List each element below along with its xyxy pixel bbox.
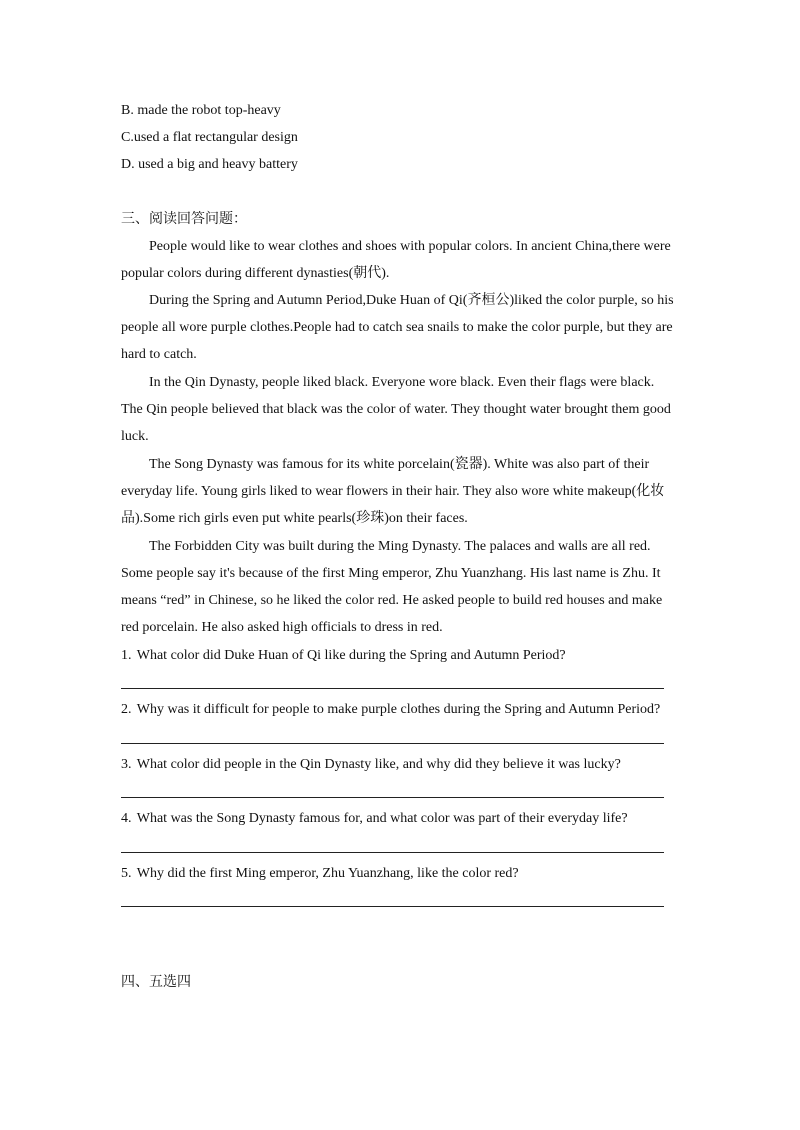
question-3 — [121, 756, 621, 774]
option-b: B. made the robot top-heavy — [121, 103, 281, 118]
answer-line-1[interactable] — [121, 688, 664, 689]
option-c: C.used a flat rectangular design — [121, 130, 298, 145]
passage-line: The Song Dynasty was famous for its white porcelain(瓷器). White was also part of their — [149, 457, 650, 472]
question-number: 1. — [121, 648, 132, 663]
question-text: Why was it difficult for people to make purple clothes during the Spring and Autumn Period? — [136, 702, 661, 717]
passage-line: people all wore purple clothes.People had to catch sea snails to make the color purple, but they are — [121, 320, 673, 335]
passage-line: The Qin people believed that black was the color of water. They thought water brought them good — [121, 402, 671, 417]
question-2 — [121, 701, 660, 719]
passage-line: luck. — [121, 429, 149, 444]
passage-line: The Forbidden City was built during the Ming Dynasty. The palaces and walls are all red. — [149, 539, 651, 554]
question-text: Why did the first Ming emperor, Zhu Yuanzhang, like the color red? — [136, 866, 519, 881]
passage-line: means “red” in Chinese, so he liked the color red. He asked people to build red houses and make — [121, 593, 663, 608]
question-text: What was the Song Dynasty famous for, and what color was part of their everyday life? — [136, 811, 628, 826]
answer-line-3[interactable] — [121, 797, 664, 798]
passage-line: During the Spring and Autumn Period,Duke Huan of Qi(齐桓公)liked the color purple, so his — [149, 293, 674, 308]
option-d: D. used a big and heavy battery — [121, 157, 298, 172]
passage-line: red porcelain. He also asked high officials to dress in red. — [121, 620, 443, 635]
section-3-heading: 三、阅读回答问题： — [121, 212, 247, 227]
answer-line-4[interactable] — [121, 852, 664, 853]
question-text: What color did people in the Qin Dynasty like, and why did they believe it was lucky? — [136, 757, 621, 772]
passage-line: popular colors during different dynasties(朝代). — [121, 266, 390, 281]
passage-line: People would like to wear clothes and shoes with popular colors. In ancient China,there were — [149, 239, 671, 254]
question-4 — [121, 810, 628, 828]
passage-line: 品).Some rich girls even put white pearls(珍珠)on their faces. — [121, 511, 468, 526]
passage-line: hard to catch. — [121, 347, 197, 362]
section-4-heading: 四、五选四 — [121, 975, 191, 990]
passage-line: In the Qin Dynasty, people liked black. Everyone wore black. Even their flags were black. — [149, 375, 655, 390]
question-number: 2. — [121, 702, 132, 717]
passage-line: Some people say it's because of the first Ming emperor, Zhu Yuanzhang. His last name is Zhu. It — [121, 566, 661, 581]
question-5 — [121, 865, 519, 883]
question-1 — [121, 647, 566, 665]
answer-line-5[interactable] — [121, 906, 664, 907]
answer-line-2[interactable] — [121, 743, 664, 744]
passage-line: everyday life. Young girls liked to wear flowers in their hair. They also wore white makeup(化妆 — [121, 484, 665, 499]
question-number: 3. — [121, 757, 132, 772]
question-text: What color did Duke Huan of Qi like during the Spring and Autumn Period? — [136, 648, 566, 663]
question-number: 4. — [121, 811, 132, 826]
question-number: 5. — [121, 866, 132, 881]
